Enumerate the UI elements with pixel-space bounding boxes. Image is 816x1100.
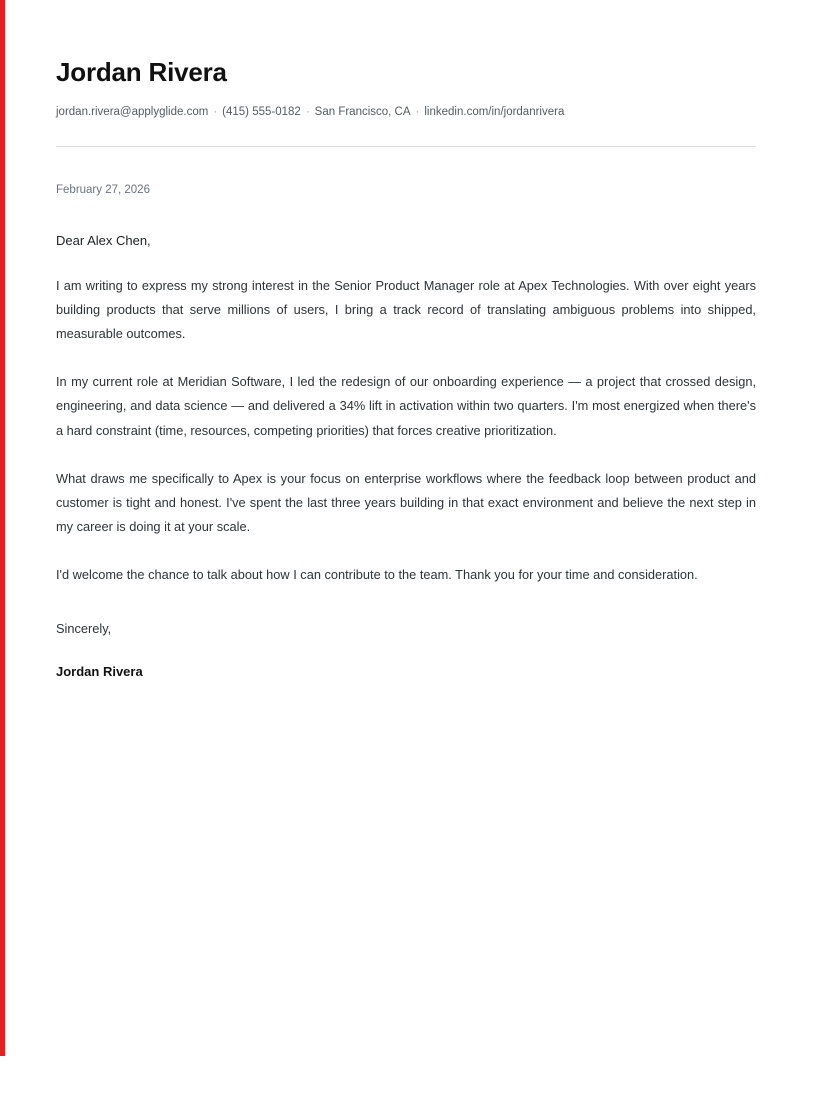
body-paragraph: What draws me specifically to Apex is your focus on enterprise workflows where the feedback loop between product and customer is tight and honest. I've spent the last three years building in that exact environment and believe the next step in my career is doing it at your scale.: [56, 470, 756, 534]
letter-date: February 27, 2026: [56, 183, 150, 196]
body-paragraph: I am writing to express my strong interest in the Senior Product Manager role at Apex Technologies. With over eight years building products that serve millions of users, I bring a track record of translating ambiguous problems into shipped, measurable outcomes.: [56, 278, 756, 342]
letterhead: [56, 0, 756, 120]
left-accent-bar: [0, 0, 5, 1056]
contact-location: San Francisco, CA: [314, 105, 411, 118]
header-divider: [56, 146, 756, 147]
page-title: Jordan Rivera: [56, 57, 227, 87]
body-paragraph: I'd welcome the chance to talk about how I can contribute to the team. Thank you for your time and consideration.: [56, 566, 698, 582]
cover-letter-document: [56, 0, 756, 681]
closing-line: Sincerely,: [56, 620, 112, 636]
contact-separator: ·: [305, 105, 310, 118]
contact-separator: ·: [415, 105, 420, 118]
contact-line: [56, 104, 756, 120]
contact-separator: ·: [213, 105, 218, 118]
contact-phone: (415) 555-0182: [222, 105, 301, 118]
body-paragraph: In my current role at Meridian Software, I led the redesign of our onboarding experience — a project that crossed design, engineering, and data science — and delivered a 34% lift in activation within two quarters. I'm most energized when there's a hard constraint (time, resources, competing priorities) that forces creative prioritization.: [56, 374, 756, 438]
salutation: Dear Alex Chen,: [56, 232, 151, 248]
contact-linkedin: linkedin.com/in/jordanrivera: [424, 105, 565, 118]
contact-email: jordan.rivera@applyglide.com: [56, 105, 209, 118]
signature-name: Jordan Rivera: [56, 663, 143, 679]
